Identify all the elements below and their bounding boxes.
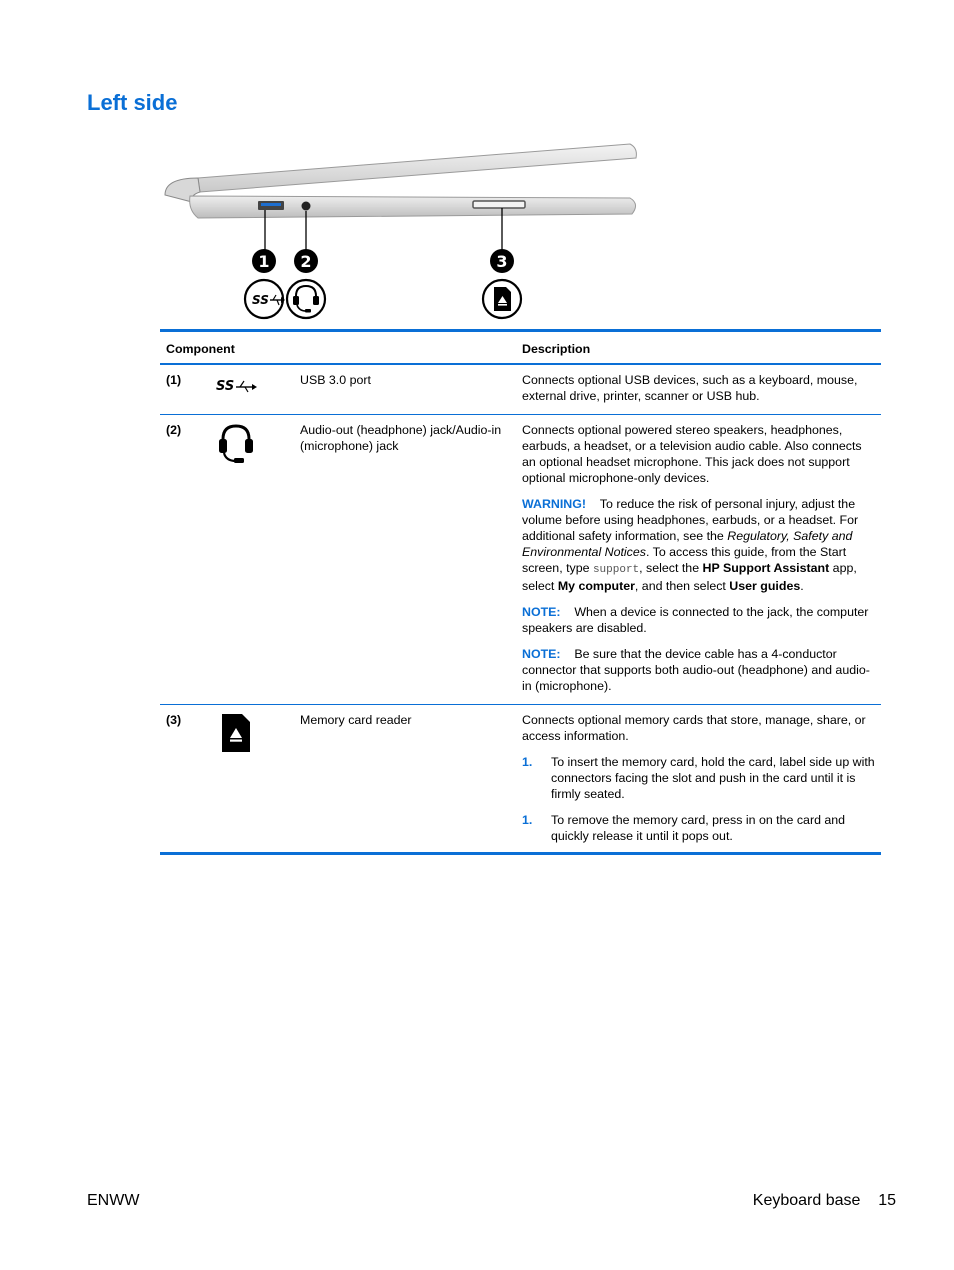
svg-text:SS: SS xyxy=(252,293,269,307)
audio-jack-shape xyxy=(302,202,311,211)
row-number: (2) xyxy=(160,415,202,705)
description-header: Description xyxy=(516,331,881,365)
table-row xyxy=(160,415,881,705)
svg-text:1: 1 xyxy=(258,252,270,271)
card-slot-shape xyxy=(473,201,525,208)
note-block: NOTE: When a device is connected to the jack, the computer speakers are disabled. xyxy=(522,605,869,635)
row-number: (3) xyxy=(160,705,202,854)
page-title: Left side xyxy=(87,90,178,115)
components-table xyxy=(160,329,881,855)
table-row xyxy=(160,705,881,854)
component-description: Connects optional powered stereo speakers, headphones, earbuds, a headset, or a television audio cable. Also connects an optional headset microphone. This jack does not support optional microphone-only devices. xyxy=(522,423,862,485)
component-description: Connects optional USB devices, such as a keyboard, mouse, external drive, printer, scanner or USB hub. xyxy=(522,373,858,403)
svg-text:SS: SS xyxy=(216,379,235,394)
headset-icon xyxy=(216,422,256,466)
instruction-step xyxy=(522,812,875,844)
memory-card-icon xyxy=(220,712,260,754)
page-number: 15 xyxy=(878,1192,896,1209)
component-header: Component xyxy=(160,331,516,365)
callout-2 xyxy=(294,249,318,273)
component-name: Audio-out (headphone) jack/Audio-in (microphone) jack xyxy=(294,415,516,705)
callout-1 xyxy=(252,249,276,273)
table-header-row xyxy=(160,331,881,365)
footer-section xyxy=(753,1192,896,1210)
footer-section-title: Keyboard base xyxy=(752,1192,861,1209)
step-number: 1. xyxy=(522,755,533,769)
callout-3 xyxy=(490,249,514,273)
memory-card-icon xyxy=(483,280,521,318)
guide-title: Regulatory, Safety and Environmental Notices xyxy=(522,529,853,559)
search-term: support xyxy=(592,564,640,576)
warning-label: WARNING! xyxy=(522,497,587,511)
instruction-step xyxy=(522,754,875,802)
svg-text:3: 3 xyxy=(496,252,508,271)
row-number: (1) xyxy=(160,364,202,415)
table-row xyxy=(160,364,881,415)
component-name: USB 3.0 port xyxy=(294,364,516,415)
footer-enww: ENWW xyxy=(87,1192,140,1209)
warning-block: WARNING! To reduce the risk of personal injury, adjust the volume before using headphones, earbuds, or a headset. For additional safety information, see the Regulatory, Safety and Environmental Notices. To access this guide, from the Start screen, type support, select the HP Support Assistant app, select My computer, and then select User guides. xyxy=(522,497,859,593)
component-name: Memory card reader xyxy=(294,705,516,854)
usb-superspeed-icon xyxy=(216,374,260,398)
note-label: NOTE: xyxy=(522,605,561,619)
step-text: To insert the memory card, hold the card, label side up with connectors facing the slot and push in the card until it is firmly seated. xyxy=(551,755,875,801)
step-text: To remove the memory card, press in on the card and quickly release it until it pops out. xyxy=(551,813,846,843)
headset-icon xyxy=(287,280,325,318)
component-description: Connects optional memory cards that store, manage, share, or access information. xyxy=(522,713,866,743)
svg-text:2: 2 xyxy=(300,252,312,271)
note-block: NOTE: Be sure that the device cable has a 4-conductor connector that supports both audio-out (headphone) and audio-in (microphone). xyxy=(522,647,870,693)
usb-superspeed-icon xyxy=(245,280,285,318)
left-side-illustration xyxy=(160,140,640,322)
step-number: 1. xyxy=(522,813,533,827)
note-label: NOTE: xyxy=(522,647,561,661)
